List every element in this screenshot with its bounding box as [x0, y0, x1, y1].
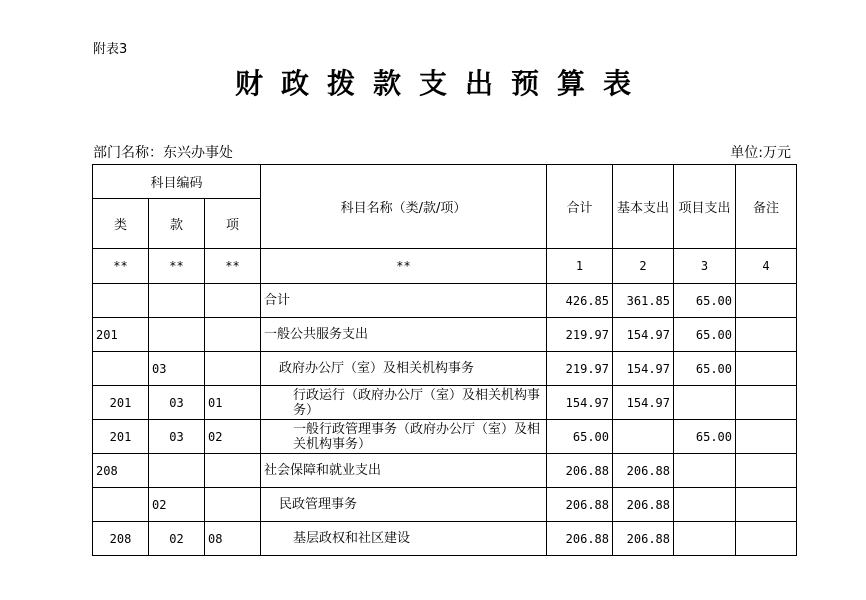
cell-kuan	[149, 318, 205, 352]
cell-remark	[736, 488, 797, 522]
cell-lei: 208	[93, 522, 149, 556]
cell-name: 基层政权和社区建设	[261, 522, 547, 556]
index-lei: **	[93, 249, 149, 284]
table-row	[93, 420, 797, 454]
basic-header: 基本支出	[613, 165, 674, 249]
cell-basic: 361.85	[613, 284, 674, 318]
table-row	[93, 488, 797, 522]
header-row-1	[93, 165, 797, 199]
cell-name: 民政管理事务	[261, 488, 547, 522]
cell-total: 65.00	[547, 420, 613, 454]
cell-xiang: 08	[205, 522, 261, 556]
cell-name: 一般公共服务支出	[261, 318, 547, 352]
department-name: 部门名称：东兴办事处	[93, 145, 233, 161]
cell-project: 65.00	[674, 420, 736, 454]
cell-total: 206.88	[547, 488, 613, 522]
cell-xiang	[205, 454, 261, 488]
cell-lei	[93, 284, 149, 318]
project-header: 项目支出	[674, 165, 736, 249]
cell-remark	[736, 318, 797, 352]
cell-lei: 201	[93, 420, 149, 454]
cell-remark	[736, 386, 797, 420]
page-title: 财政拨款支出预算表	[234, 67, 649, 100]
unit-label: 单位:万元	[730, 145, 791, 161]
index-name: **	[261, 249, 547, 284]
cell-total: 206.88	[547, 522, 613, 556]
code-group-header: 科目编码	[93, 165, 261, 199]
cell-xiang: 01	[205, 386, 261, 420]
cell-remark	[736, 522, 797, 556]
cell-kuan: 03	[149, 386, 205, 420]
cell-xiang: 02	[205, 420, 261, 454]
cell-project: 65.00	[674, 352, 736, 386]
cell-total: 219.97	[547, 318, 613, 352]
table-row	[93, 284, 797, 318]
cell-project: 65.00	[674, 318, 736, 352]
cell-remark	[736, 454, 797, 488]
cell-project	[674, 454, 736, 488]
cell-total: 426.85	[547, 284, 613, 318]
cell-basic: 206.88	[613, 454, 674, 488]
cell-project: 65.00	[674, 284, 736, 318]
cell-name: 社会保障和就业支出	[261, 454, 547, 488]
cell-kuan	[149, 454, 205, 488]
attachment-label: 附表3	[93, 42, 128, 57]
cell-remark	[736, 420, 797, 454]
cell-kuan	[149, 284, 205, 318]
cell-name: 行政运行（政府办公厅（室）及相关机构事务）	[261, 386, 547, 420]
index-remark: 4	[736, 249, 797, 284]
remark-header: 备注	[736, 165, 797, 249]
cell-lei: 208	[93, 454, 149, 488]
table-row	[93, 522, 797, 556]
cell-basic	[613, 420, 674, 454]
cell-xiang	[205, 488, 261, 522]
cell-total: 206.88	[547, 454, 613, 488]
xiang-header: 项	[205, 199, 261, 249]
budget-table	[92, 164, 797, 556]
name-header: 科目名称（类/款/项）	[261, 165, 547, 249]
cell-xiang	[205, 352, 261, 386]
index-total: 1	[547, 249, 613, 284]
cell-name: 政府办公厅（室）及相关机构事务	[261, 352, 547, 386]
cell-lei: 201	[93, 386, 149, 420]
cell-total: 154.97	[547, 386, 613, 420]
cell-lei	[93, 488, 149, 522]
cell-name: 一般行政管理事务（政府办公厅（室）及相关机构事务）	[261, 420, 547, 454]
table-row	[93, 386, 797, 420]
index-kuan: **	[149, 249, 205, 284]
cell-name: 合计	[261, 284, 547, 318]
cell-basic: 154.97	[613, 318, 674, 352]
cell-project	[674, 488, 736, 522]
cell-kuan: 02	[149, 488, 205, 522]
cell-lei: 201	[93, 318, 149, 352]
cell-lei	[93, 352, 149, 386]
cell-basic: 206.88	[613, 522, 674, 556]
cell-total: 219.97	[547, 352, 613, 386]
cell-kuan: 03	[149, 352, 205, 386]
cell-basic: 206.88	[613, 488, 674, 522]
cell-basic: 154.97	[613, 386, 674, 420]
table-row	[93, 352, 797, 386]
kuan-header: 款	[149, 199, 205, 249]
cell-xiang	[205, 284, 261, 318]
index-xiang: **	[205, 249, 261, 284]
total-header: 合计	[547, 165, 613, 249]
cell-basic: 154.97	[613, 352, 674, 386]
index-project: 3	[674, 249, 736, 284]
cell-remark	[736, 352, 797, 386]
cell-remark	[736, 284, 797, 318]
index-basic: 2	[613, 249, 674, 284]
cell-project	[674, 522, 736, 556]
cell-project	[674, 386, 736, 420]
cell-xiang	[205, 318, 261, 352]
table-row	[93, 318, 797, 352]
cell-kuan: 02	[149, 522, 205, 556]
cell-kuan: 03	[149, 420, 205, 454]
table-row	[93, 454, 797, 488]
index-row	[93, 249, 797, 284]
lei-header: 类	[93, 199, 149, 249]
